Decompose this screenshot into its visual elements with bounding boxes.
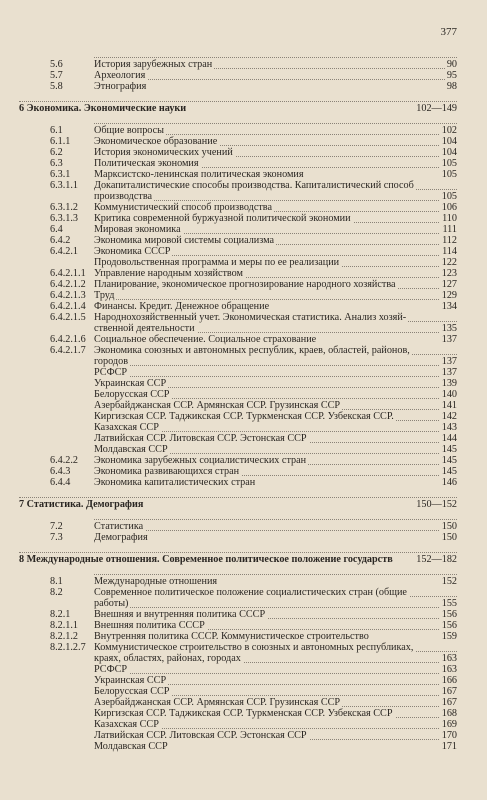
toc-entry-page: 139 [441, 378, 457, 389]
toc-entry-number: 6.4.2.1.1 [50, 268, 86, 279]
toc-entry-title: городов [94, 356, 128, 367]
toc-entry-page: 145 [441, 455, 457, 466]
toc-entry-number: 6.3.1 [50, 169, 71, 180]
toc-entry-page: 144 [441, 433, 457, 444]
toc-entry-page: 145 [441, 466, 457, 477]
toc-entry-number: 6.2 [50, 147, 63, 158]
toc-entry-title: Экономика капиталистических стран [94, 477, 256, 488]
toc-entry-page: 140 [441, 389, 457, 400]
toc-entry-page: 142 [441, 411, 457, 422]
toc-entry-title: Азербайджанская ССР. Армянская ССР. Грузинская ССР [94, 697, 341, 708]
toc-entry-title: краях, областях, районах, городах [94, 653, 241, 664]
toc-entry-page: 167 [441, 686, 457, 697]
toc-entry-title: Латвийская ССР. Литовская ССР. Эстонская ССР [94, 433, 307, 444]
leader-dots [94, 364, 457, 366]
leader-dots [94, 672, 457, 674]
toc-entry-page: 168 [441, 708, 457, 719]
toc-entry-title: Белорусская ССР [94, 686, 170, 697]
toc-entry-number: 6.4 [50, 224, 63, 235]
toc-entry-title: История зарубежных стран [94, 59, 213, 70]
toc-entry-title: Критика современной буржуазной политической экономии [94, 213, 351, 224]
toc-entry-number: 8.1 [50, 576, 63, 587]
toc-entry-page: 171 [441, 741, 457, 752]
toc-entry-number: 6.3.1.1 [50, 180, 79, 191]
toc-entry-title: Общие вопросы [94, 125, 164, 136]
toc-entry-title: Современное политическое положение социалистических стран (общие [94, 587, 407, 598]
toc-entry-title: Продовольственная программа и меры по ее реализации [94, 257, 340, 268]
toc-entry-title: Археология [94, 70, 146, 81]
toc-entry-page: 110 [442, 213, 457, 224]
toc-entry-page: 166 [441, 675, 457, 686]
toc-entry-page: 150 [441, 532, 457, 543]
toc-entry-page: 123 [441, 268, 457, 279]
toc-entry-number: 5.7 [50, 70, 63, 81]
toc-entry-page: 105 [441, 169, 457, 180]
toc-entry-page: 150—152 [416, 499, 457, 510]
toc-entry-title: Экономика мировой системы социализма [94, 235, 275, 246]
toc-entry-number: 6.4.2.1.4 [50, 301, 86, 312]
toc-entry-title: Труд [94, 290, 115, 301]
toc-entry-number: 6.4.2.1.2 [50, 279, 86, 290]
toc-entry-page: 111 [442, 224, 457, 235]
toc-entry-title: Украинская ССР [94, 378, 167, 389]
toc-entry-title: Коммунистическое строительство в союзных и автономных республиках, [94, 642, 414, 653]
toc-entry-page: 156 [441, 620, 457, 631]
toc-entry-page: 152 [441, 576, 457, 587]
toc-entry-title: РСФСР [94, 664, 128, 675]
section-title: 6 Экономика. Экономические науки [19, 103, 187, 114]
toc-entry-page: 114 [442, 246, 457, 257]
toc-entry-page: 143 [441, 422, 457, 433]
toc-entry-number: 8.2.1.2.7 [50, 642, 86, 653]
toc-entry-title: Азербайджанская ССР. Армянская ССР. Грузинская ССР [94, 400, 341, 411]
toc-entry-title: Казахская ССР [94, 422, 159, 433]
leader-dots [19, 100, 457, 102]
toc-entry-title: Экономическое образование [94, 136, 218, 147]
toc-entry-title: История экономических учений [94, 147, 233, 158]
toc-entry-page: 104 [441, 147, 457, 158]
toc-entry-page: 102—149 [416, 103, 457, 114]
toc-entry-page: 167 [441, 697, 457, 708]
toc-entry-title: Экономика СССР [94, 246, 171, 257]
toc-entry-title: Экономика зарубежных социалистических стран [94, 455, 307, 466]
toc-entry-page: 104 [441, 136, 457, 147]
toc-entry-title: Докапиталистические способы производства. Капиталистический способ [94, 180, 414, 191]
leader-dots [94, 518, 457, 520]
toc-entry-page: 146 [441, 477, 457, 488]
toc-entry-title: Управление народным хозяйством [94, 268, 243, 279]
leader-dots [94, 375, 457, 377]
toc-entry-title: работы) [94, 598, 129, 609]
toc-entry-number: 5.6 [50, 59, 63, 70]
toc-entry-page: 134 [441, 301, 457, 312]
toc-entry-page: 129 [441, 290, 457, 301]
toc-entry-page: 137 [441, 334, 457, 345]
toc-entry-page: 105 [441, 158, 457, 169]
toc-entry-title: Экономика союзных и автономных республик, краев, областей, районов, [94, 345, 410, 356]
toc-entry-page: 163 [441, 653, 457, 664]
toc-entry-number: 6.4.2.1.3 [50, 290, 86, 301]
toc-entry-title: Народнохозяйственный учет. Экономическая статистика. Анализ хозяй- [94, 312, 407, 323]
section-title: 7 Статистика. Демография [19, 499, 144, 510]
toc-entry-page: 170 [441, 730, 457, 741]
toc-entry-number: 6.3.1.3 [50, 213, 79, 224]
toc-entry-page: 150 [441, 521, 457, 532]
toc-entry-title: Финансы. Кредит. Денежное обращение [94, 301, 270, 312]
toc-entry-title: Украинская ССР [94, 675, 167, 686]
toc-entry-number: 6.4.2.1.7 [50, 345, 86, 356]
toc-entry-page: 137 [441, 356, 457, 367]
toc-entry-title: Планирование, экономическое прогнозирование народного хозяйства [94, 279, 396, 290]
toc-entry-page: 145 [441, 444, 457, 455]
toc-entry-number: 6.4.2.1.6 [50, 334, 86, 345]
toc-entry-page: 137 [441, 367, 457, 378]
leader-dots [94, 606, 457, 608]
toc-entry-number: 8.2.1 [50, 609, 71, 620]
toc-entry-page: 159 [441, 631, 457, 642]
toc-entry-page: 122 [441, 257, 457, 268]
toc-entry-number: 6.4.2 [50, 235, 71, 246]
toc-entry-title: Внешняя и внутренняя политика СССР [94, 609, 266, 620]
leader-dots [94, 298, 457, 300]
toc-entry-number: 5.8 [50, 81, 63, 92]
toc-entry-title: ственной деятельности [94, 323, 195, 334]
toc-entry-number: 6.4.4 [50, 477, 71, 488]
toc-entry-page: 95 [446, 70, 457, 81]
toc-entry-title: Статистика [94, 521, 144, 532]
toc-entry-page: 105 [441, 191, 457, 202]
leader-dots [19, 496, 457, 498]
toc-entry-number: 6.4.2.1 [50, 246, 79, 257]
toc-entry-number: 7.2 [50, 521, 63, 532]
leader-dots [94, 56, 457, 58]
section-title: 8 Международные отношения. Современное политическое положение государств [19, 554, 393, 565]
toc-entry-number: 7.3 [50, 532, 63, 543]
toc-entry-title: Белорусская ССР [94, 389, 170, 400]
toc-entry-page: 112 [442, 235, 457, 246]
toc-entry-page: 106 [441, 202, 457, 213]
toc-entry-number: 6.4.2.2 [50, 455, 79, 466]
toc-entry-title: Экономика развивающихся стран [94, 466, 240, 477]
toc-entry-number: 6.1.1 [50, 136, 71, 147]
leader-dots [19, 551, 457, 553]
toc-entry-title: Демография [94, 532, 148, 543]
toc-entry-page: 135 [441, 323, 457, 334]
toc-entry-title: Социальное обеспечение. Социальное страхование [94, 334, 317, 345]
toc-entry-number: 6.3.1.2 [50, 202, 79, 213]
toc-entry-title: производства [94, 191, 153, 202]
toc-entry-title: Политическая экономия [94, 158, 199, 169]
toc-entry-page: 156 [441, 609, 457, 620]
toc-entry-page: 90 [446, 59, 457, 70]
toc-entry-title: Молдавская ССР [94, 444, 168, 455]
toc-entry-number: 8.2.1.1 [50, 620, 79, 631]
toc-entry-title: Мировая экономика [94, 224, 181, 235]
toc-entry-title: Киргизская ССР. Таджикская ССР. Туркменская ССР. Узбекская ССР. [94, 411, 394, 422]
toc-entry-title: Внутренняя политика СССР. Коммунистическое строительство [94, 631, 369, 642]
toc-entry-page: 152—182 [416, 554, 457, 565]
leader-dots [94, 122, 457, 124]
toc-entry-title: РСФСР [94, 367, 128, 378]
toc-entry-page: 169 [441, 719, 457, 730]
toc-entry-title: Международные отношения [94, 576, 218, 587]
leader-dots [94, 529, 457, 531]
toc-entry-page: 102 [441, 125, 457, 136]
toc-entry-number: 6.4.2.1.5 [50, 312, 86, 323]
leader-dots [94, 78, 457, 80]
toc-entry-title: Молдавская ССР [94, 741, 168, 752]
toc-entry-page: 155 [441, 598, 457, 609]
toc-entry-title: Марксистско-ленинская политическая экономия [94, 169, 304, 180]
toc-entry-title: Этнография [94, 81, 147, 92]
toc-entry-page: 141 [441, 400, 457, 411]
leader-dots [94, 573, 457, 575]
toc-entry-title: Коммунистический способ производства [94, 202, 273, 213]
toc-entry-number: 8.2.1.2 [50, 631, 79, 642]
toc-entry-number: 6.4.3 [50, 466, 71, 477]
page-number: 377 [440, 26, 457, 38]
toc-entry-page: 163 [441, 664, 457, 675]
toc-entry-page: 127 [441, 279, 457, 290]
toc-entry-number: 8.2 [50, 587, 63, 598]
toc-entry-title: Внешняя политика СССР [94, 620, 205, 631]
toc-entry-page: 98 [446, 81, 457, 92]
toc-entry-title: Казахская ССР [94, 719, 159, 730]
toc-entry-number: 6.1 [50, 125, 63, 136]
toc-entry-title: Киргизская ССР. Таджикская ССР. Туркменская ССР. Узбекская ССР [94, 708, 393, 719]
toc-entry-number: 6.3 [50, 158, 63, 169]
toc-entry-title: Латвийская ССР. Литовская ССР. Эстонская ССР [94, 730, 307, 741]
